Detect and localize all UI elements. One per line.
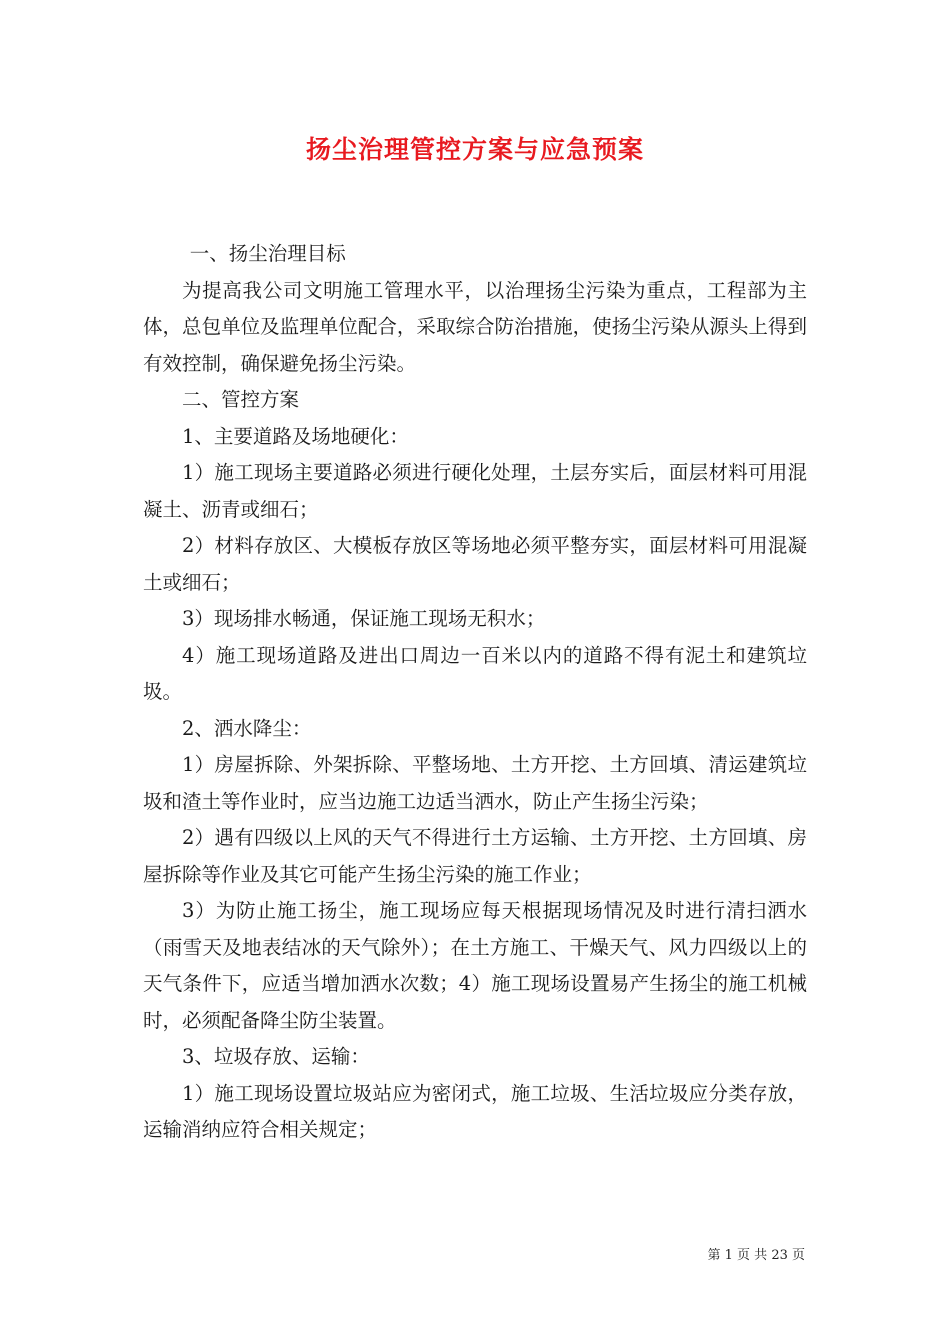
subsection-heading-sprinkling: 2、洒水降尘： [182, 716, 312, 740]
section-heading-goal: 一、扬尘治理目标 [189, 242, 346, 265]
subsection-heading-roads: 1、主要道路及场地硬化： [182, 424, 409, 448]
list-item: 1）施工现场设置垃圾站应为密闭式，施工垃圾、生活垃圾应分类存放，运输消纳应符合相关规定； [143, 1081, 807, 1141]
subsection-heading-waste: 3、垃圾存放、运输： [182, 1045, 370, 1068]
list-item: 1）房屋拆除、外架拆除、平整场地、土方开挖、土方回填、清运建筑垃圾和渣土等作业时，应当边施工边适当洒水，防止产生扬尘污染； [143, 753, 807, 813]
list-item: 2）遇有四级以上风的天气不得进行土方运输、土方开挖、土方回填、房屋拆除等作业及其它可能产生扬尘污染的施工作业； [143, 826, 807, 886]
document-body [143, 236, 807, 1149]
list-item: 3）为防止施工扬尘，施工现场应每天根据现场情况及时进行清扫洒水（雨雪天及地表结冰的天气除外）；在土方施工、干燥天气、风力四级以上的天气条件下，应适当增加洒水次数；4）施工现场设置易产生扬尘的施工机械时，必须配备降尘防尘装置。 [143, 899, 807, 1032]
document-title: 扬尘治理管控方案与应急预案 [305, 135, 644, 164]
section-heading-plan: 二、管控方案 [182, 388, 300, 411]
list-item: 1）施工现场主要道路必须进行硬化处理，土层夯实后，面层材料可用混凝土、沥青或细石； [143, 461, 807, 521]
paragraph-goal: 为提高我公司文明施工管理水平，以治理扬尘污染为重点，工程部为主体，总包单位及监理单位配合，采取综合防治措施，使扬尘污染从源头上得到有效控制，确保避免扬尘污染。 [143, 278, 807, 375]
list-item: 3）现场排水畅通，保证施工现场无积水； [182, 607, 546, 630]
page-number: 第 1 页 共 23 页 [707, 1248, 805, 1263]
list-item: 2）材料存放区、大模板存放区等场地必须平整夯实，面层材料可用混凝土或细石； [143, 534, 807, 594]
list-item: 4）施工现场道路及进出口周边一百米以内的道路不得有泥土和建筑垃圾。 [143, 643, 807, 703]
